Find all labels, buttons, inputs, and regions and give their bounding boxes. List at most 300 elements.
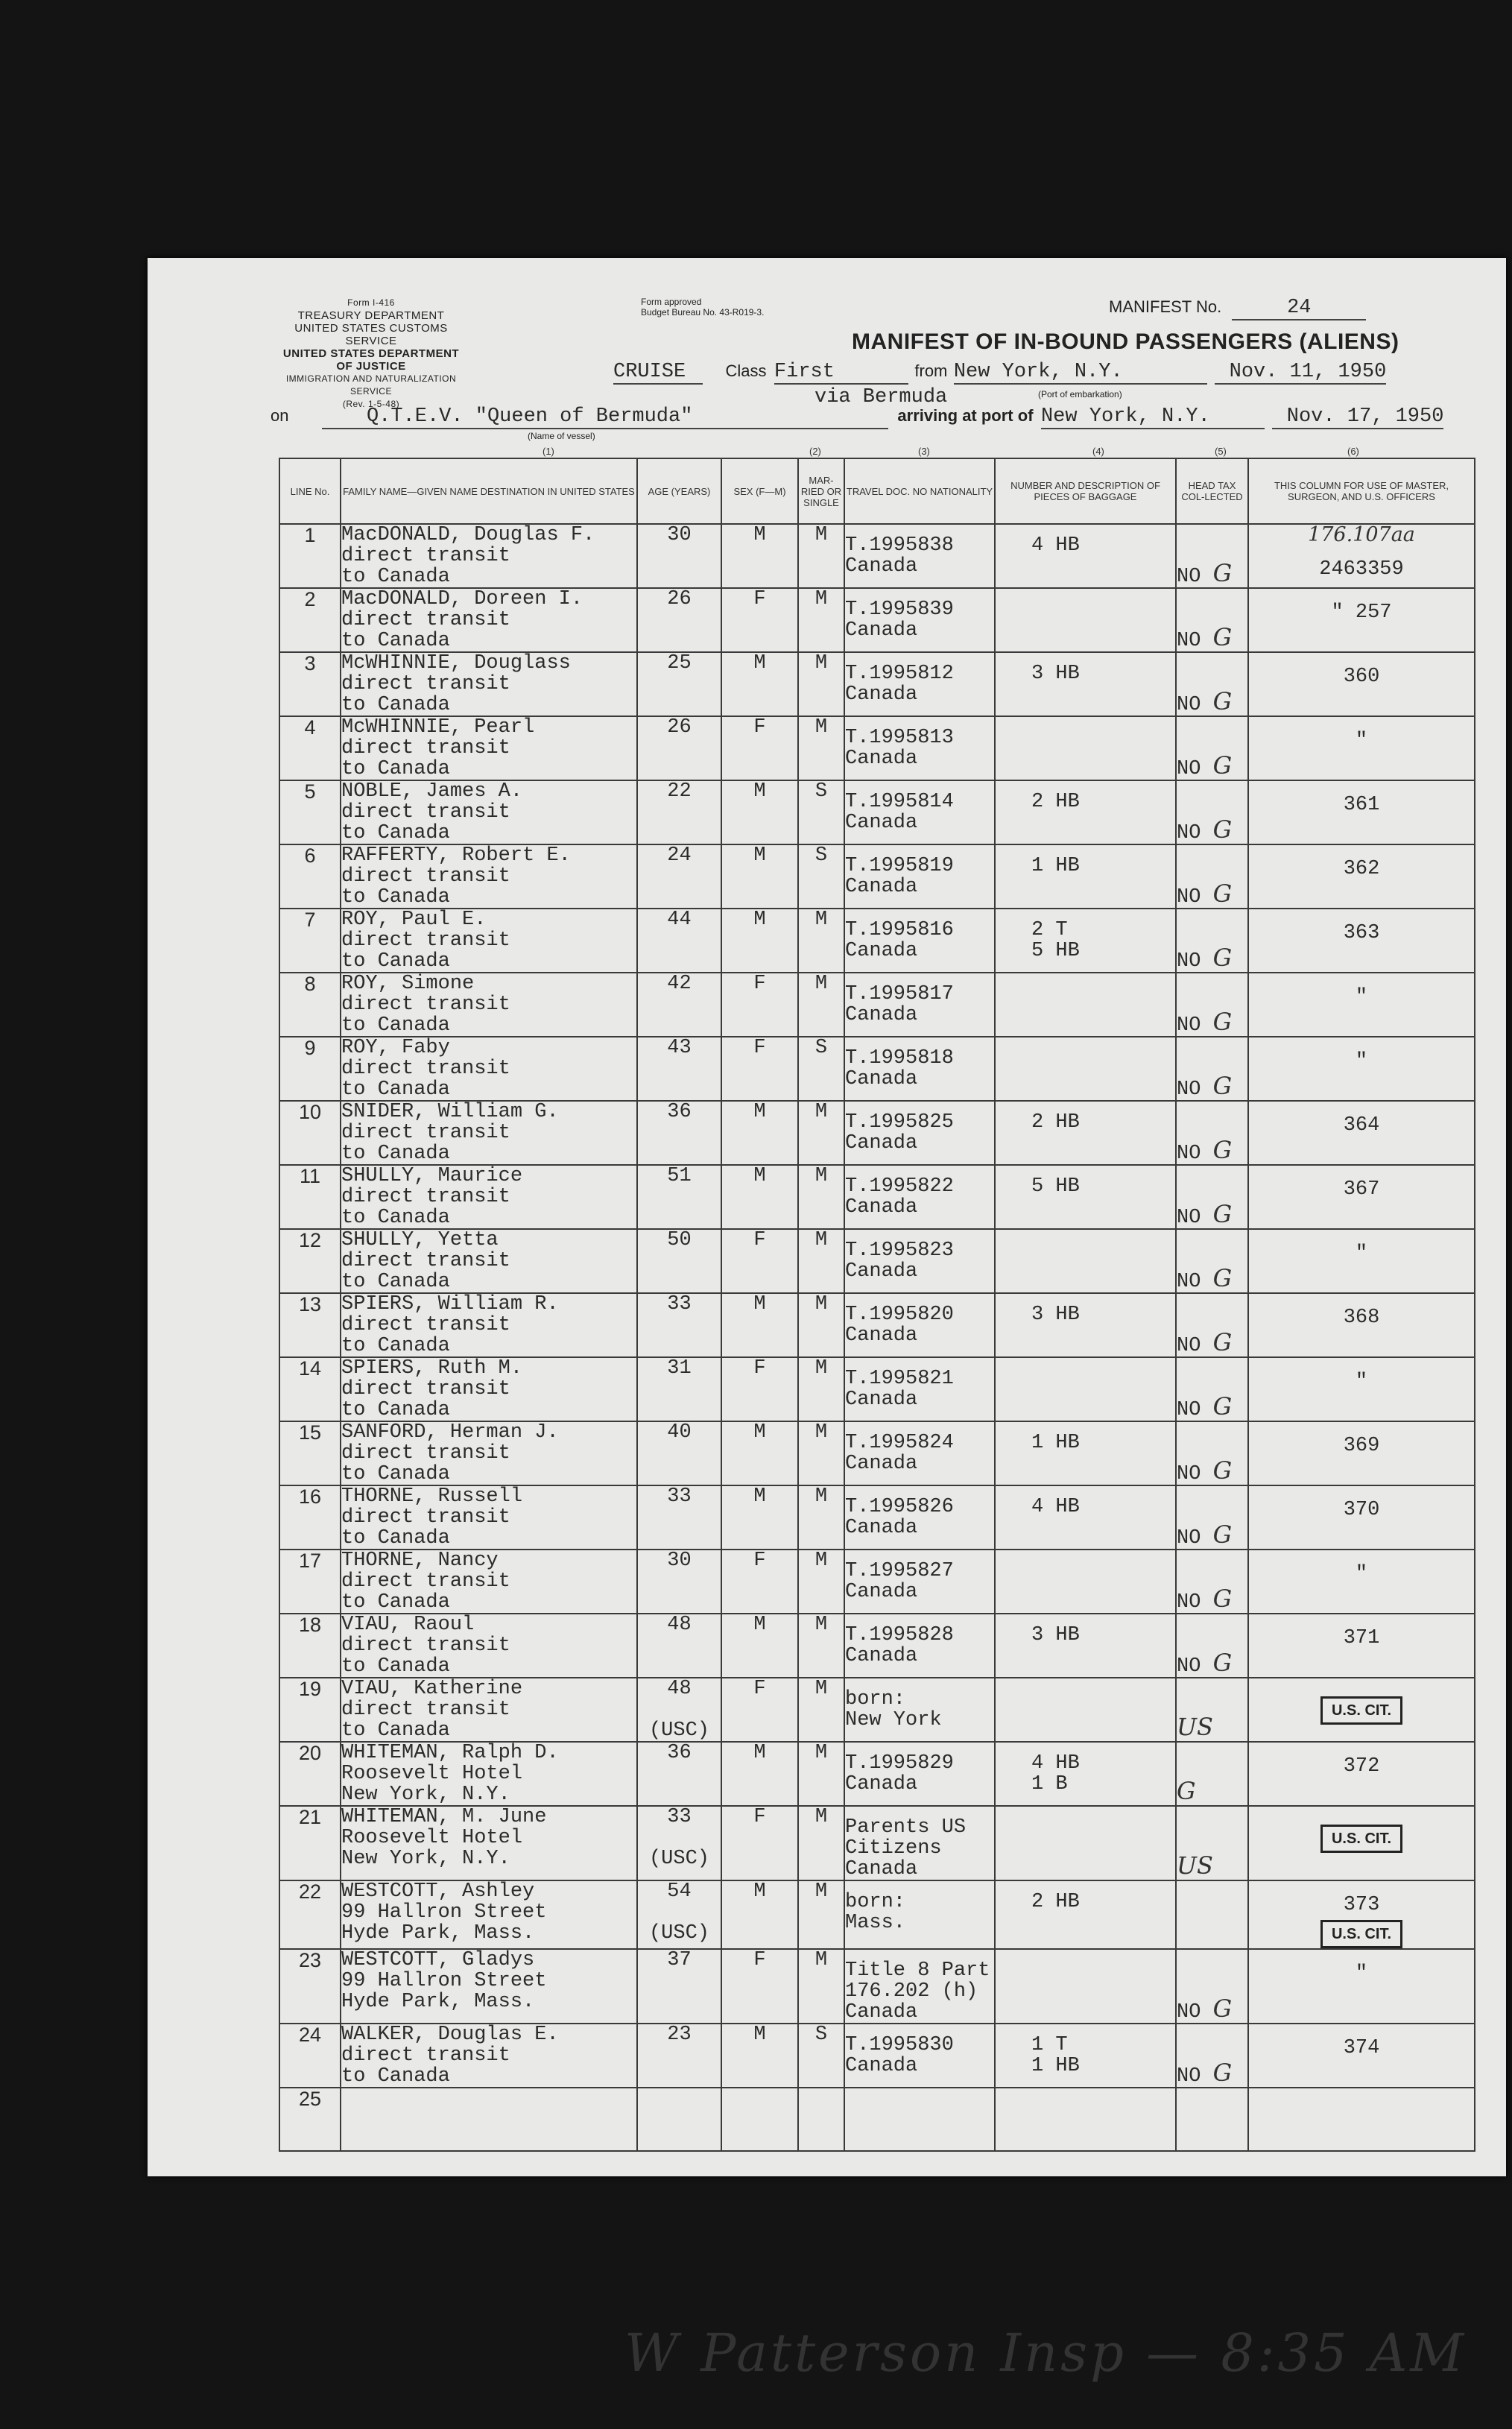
travel-doc-cell — [844, 716, 995, 780]
travel-doc-cell — [844, 1742, 995, 1806]
head-tax-cell — [1176, 1229, 1248, 1293]
head-tax-value: NO — [1177, 1591, 1201, 1614]
revision: (Rev. 1-5-48) — [342, 399, 400, 409]
line-number: 11 — [279, 1165, 341, 1229]
travel-doc-number: T.1995818 — [845, 1048, 954, 1069]
age-cell — [637, 780, 721, 844]
travel-doc-cell — [844, 909, 995, 973]
line-number: 4 — [279, 716, 341, 780]
sex-cell: M — [721, 909, 798, 973]
destination-line-1: direct transit — [341, 1122, 510, 1143]
officer-use-cell — [1248, 1421, 1475, 1485]
destination-line-1: direct transit — [341, 674, 510, 695]
table-row — [279, 1742, 1475, 1806]
head-tax-value: NO — [1177, 950, 1201, 973]
age-cell — [637, 1742, 721, 1806]
manifest-title: MANIFEST OF IN-BOUND PASSENGERS (ALIENS) — [852, 329, 1399, 354]
travel-doc-cell — [844, 1806, 995, 1880]
line-number: 25 — [279, 2088, 341, 2151]
table-row — [279, 1806, 1475, 1880]
head-tax-cell — [1176, 973, 1248, 1037]
head-tax-value: NO — [1177, 1078, 1201, 1101]
officer-use-cell — [1248, 1742, 1475, 1806]
officer-note-2: " — [1355, 986, 1368, 1008]
passenger-name: SNIDER, William G. — [341, 1102, 559, 1122]
head-tax-mark: US — [1177, 1713, 1213, 1741]
passenger-name-destination — [341, 780, 637, 844]
baggage-cell — [995, 1949, 1176, 2024]
destination-line-2: to Canada — [341, 1143, 450, 1164]
sex-cell: F — [721, 973, 798, 1037]
passenger-name-destination — [341, 1165, 637, 1229]
baggage-cell — [995, 1229, 1176, 1293]
age-value: 48 — [667, 1678, 692, 1700]
head-tax-mark: G — [1212, 1200, 1233, 1228]
line-number: 16 — [279, 1485, 341, 1550]
destination-line-1: direct transit — [341, 866, 510, 887]
table-row — [279, 1229, 1475, 1293]
baggage-line-2: 1 B — [1031, 1774, 1068, 1795]
head-tax-mark: G — [1212, 751, 1233, 780]
passenger-name: VIAU, Raoul — [341, 1614, 475, 1635]
age-cell — [637, 1614, 721, 1678]
passenger-name: ROY, Paul E. — [341, 909, 487, 930]
nationality: Canada — [845, 1453, 918, 1474]
destination-line-1: direct transit — [341, 1507, 510, 1528]
passenger-name-destination — [341, 844, 637, 909]
vessel-name: Q.T.E.V. "Queen of Bermuda" — [322, 405, 888, 429]
destination-line-1: Roosevelt Hotel — [341, 1763, 523, 1784]
officer-use-cell — [1248, 1037, 1475, 1101]
col-sex: SEX (F—M) — [721, 458, 798, 524]
passenger-name-destination — [341, 524, 637, 588]
destination-line-1: direct transit — [341, 610, 510, 631]
baggage-line-2: 1 HB — [1031, 856, 1080, 876]
head-tax-value: NO — [1177, 566, 1201, 588]
baggage-cell — [995, 1293, 1176, 1357]
empty-cell — [721, 2088, 798, 2151]
baggage-cell — [995, 780, 1176, 844]
officer-use-cell — [1248, 844, 1475, 909]
budget-bureau: Budget Bureau No. 43-R019-3. — [641, 307, 765, 318]
destination-line-1: direct transit — [341, 1635, 510, 1656]
baggage-cell — [995, 1614, 1176, 1678]
passenger-name-destination — [341, 1742, 637, 1806]
table-row — [279, 716, 1475, 780]
officer-note-2: " — [1355, 1050, 1368, 1073]
passenger-name: McWHINNIE, Douglass — [341, 653, 571, 674]
destination-line-2: to Canada — [341, 1464, 450, 1485]
passenger-rows — [279, 524, 1475, 2151]
baggage-line-1: 2 T — [1031, 920, 1068, 941]
travel-doc-number: T.1995822 — [845, 1176, 954, 1197]
table-row — [279, 1949, 1475, 2024]
form-approved: Form approved — [641, 297, 702, 307]
age-value: 36 — [667, 1101, 692, 1123]
destination-line-2: to Canada — [341, 1656, 450, 1677]
sex-cell: M — [721, 1614, 798, 1678]
marital-cell: M — [798, 1614, 844, 1678]
destination-line-2: to Canada — [341, 759, 450, 780]
table-header — [279, 458, 1475, 524]
vessel-caption: (Name of vessel) — [528, 431, 595, 441]
col-age: AGE (YEARS) — [637, 458, 721, 524]
passenger-name-destination — [341, 1806, 637, 1880]
head-tax-cell — [1176, 1357, 1248, 1421]
baggage-line-1: 4 HB — [1031, 1753, 1080, 1774]
head-tax-cell — [1176, 1614, 1248, 1678]
head-tax-mark: G — [1212, 1649, 1233, 1677]
destination-line-1: direct transit — [341, 1379, 510, 1400]
line-number: 9 — [279, 1037, 341, 1101]
passenger-name: SHULLY, Yetta — [341, 1230, 499, 1251]
officer-use-cell — [1248, 588, 1475, 652]
nationality-extra: Canada — [845, 2002, 918, 2023]
passenger-name-destination — [341, 588, 637, 652]
nationality: Canada — [845, 1389, 918, 1410]
destination-line-1: direct transit — [341, 1251, 510, 1272]
passenger-name-destination — [341, 1949, 637, 2024]
head-tax-mark: G — [1212, 1994, 1233, 2023]
empty-cell — [798, 2088, 844, 2151]
marital-cell: M — [798, 1485, 844, 1550]
passenger-name-destination — [341, 1880, 637, 1949]
head-tax-mark: G — [1212, 1072, 1233, 1100]
table-row — [279, 1421, 1475, 1485]
head-tax-mark: G — [1212, 687, 1233, 716]
line-number: 15 — [279, 1421, 341, 1485]
travel-doc-cell — [844, 2024, 995, 2088]
arrival-port: New York, N.Y. — [1041, 405, 1265, 429]
officer-note-2: 374 — [1343, 2037, 1380, 2059]
dept-customs: UNITED STATES CUSTOMS SERVICE — [294, 322, 448, 347]
age-value: 25 — [667, 652, 692, 675]
destination-line-1: direct transit — [341, 1699, 510, 1720]
age-cell — [637, 1806, 721, 1880]
dept-justice: UNITED STATES DEPARTMENT OF JUSTICE — [282, 347, 460, 373]
nationality: Canada — [845, 1197, 918, 1218]
empty-cell — [1176, 2088, 1248, 2151]
table-row — [279, 1678, 1475, 1742]
table-row — [279, 1357, 1475, 1421]
line-number: 1 — [279, 524, 341, 588]
sex-cell: F — [721, 1949, 798, 2024]
head-tax-cell — [1176, 1485, 1248, 1550]
marital-cell: M — [798, 1293, 844, 1357]
passenger-name: WESTCOTT, Ashley — [341, 1881, 535, 1902]
head-tax-value: NO — [1177, 1271, 1201, 1293]
form-number: Form I-416 — [347, 297, 395, 308]
line-number: 2 — [279, 588, 341, 652]
marital-cell: M — [798, 909, 844, 973]
nationality: Canada — [845, 876, 918, 897]
destination-line-2: New York, N.Y. — [341, 1784, 510, 1805]
marital-cell: M — [798, 1421, 844, 1485]
marital-cell: M — [798, 716, 844, 780]
age-value: 33 — [667, 1485, 692, 1508]
destination-line-1: 99 Hallron Street — [341, 1902, 547, 1923]
manifest-no-label: MANIFEST No. — [1109, 297, 1222, 316]
travel-doc-number: T.1995816 — [845, 920, 954, 941]
table-row — [279, 1101, 1475, 1165]
head-tax-value: NO — [1177, 2065, 1201, 2088]
voyage-line — [613, 361, 1470, 385]
sex-cell: M — [721, 524, 798, 588]
marital-cell: M — [798, 1949, 844, 2024]
destination-line-1: direct transit — [341, 1571, 510, 1592]
head-tax-cell — [1176, 1678, 1248, 1742]
officer-note-2: " — [1355, 730, 1368, 752]
passenger-name-destination — [341, 1550, 637, 1614]
officer-note-2: " — [1355, 1563, 1368, 1585]
head-tax-mark: G — [1212, 2059, 1233, 2087]
baggage-cell — [995, 652, 1176, 716]
officer-note-2: 373 — [1343, 1894, 1380, 1916]
col-married: MAR-RIED OR SINGLE — [798, 458, 844, 524]
nationality: Canada — [845, 1582, 918, 1602]
nationality: Canada — [845, 941, 918, 961]
passenger-name-destination — [341, 1614, 637, 1678]
officer-note-2: 361 — [1343, 794, 1380, 816]
baggage-line-2: 3 HB — [1031, 663, 1080, 684]
age-cell — [637, 1949, 721, 2024]
line-number: 20 — [279, 1742, 341, 1806]
age-cell — [637, 1485, 721, 1550]
destination-line-2: to Canada — [341, 887, 450, 908]
passenger-name-destination — [341, 973, 637, 1037]
age-value: 30 — [667, 524, 692, 546]
line-number: 8 — [279, 973, 341, 1037]
col-line-no: LINE No. — [279, 458, 341, 524]
baggage-cell — [995, 2024, 1176, 2088]
officer-use-cell — [1248, 1357, 1475, 1421]
passenger-name: WESTCOTT, Gladys — [341, 1950, 535, 1971]
col-number-5: (5) — [1215, 446, 1227, 457]
travel-doc-cell — [844, 524, 995, 588]
officer-use-cell — [1248, 1293, 1475, 1357]
head-tax-cell — [1176, 844, 1248, 909]
head-tax-value: NO — [1177, 1399, 1201, 1421]
baggage-cell — [995, 1037, 1176, 1101]
destination-line-1: direct transit — [341, 2045, 510, 2066]
sex-cell: F — [721, 1229, 798, 1293]
col-baggage: NUMBER AND DESCRIPTION OF PIECES OF BAGGAGE — [995, 458, 1176, 524]
destination-line-2: to Canada — [341, 1207, 450, 1228]
table-row — [279, 2024, 1475, 2088]
age-value: 50 — [667, 1229, 692, 1251]
baggage-cell — [995, 1550, 1176, 1614]
sex-cell: F — [721, 1806, 798, 1880]
table-row — [279, 652, 1475, 716]
head-tax-cell — [1176, 1165, 1248, 1229]
officer-use-cell — [1248, 909, 1475, 973]
head-tax-value: NO — [1177, 694, 1201, 716]
us-cit-stamp: U.S. CIT. — [1320, 1696, 1402, 1725]
travel-doc-number: T.1995820 — [845, 1304, 954, 1325]
us-cit-stamp: U.S. CIT. — [1320, 1825, 1402, 1853]
passenger-name-destination — [341, 1357, 637, 1421]
destination-line-2: to Canada — [341, 1015, 450, 1036]
sex-cell: F — [721, 588, 798, 652]
destination-line-2: to Canada — [341, 1720, 450, 1741]
inspector-signature: W Patterson Insp — 8:35 AM — [624, 2322, 1467, 2384]
baggage-line-2: 1 HB — [1031, 2056, 1080, 2076]
sex-cell: M — [721, 1485, 798, 1550]
travel-doc-number: T.1995813 — [845, 727, 954, 748]
passenger-name: WHITEMAN, M. June — [341, 1807, 547, 1828]
destination-line-2: to Canada — [341, 695, 450, 716]
travel-doc-cell — [844, 652, 995, 716]
officer-note-2: 2463359 — [1319, 558, 1404, 581]
line-number: 23 — [279, 1949, 341, 2024]
travel-doc-cell — [844, 1037, 995, 1101]
citizenship-note: (USC) — [648, 1922, 709, 1945]
sex-cell: F — [721, 716, 798, 780]
age-value: 33 — [667, 1293, 692, 1315]
travel-doc-number: T.1995838 — [845, 535, 954, 556]
travel-doc-cell — [844, 1229, 995, 1293]
age-value: 31 — [667, 1357, 692, 1380]
travel-doc-cell — [844, 1880, 995, 1949]
via-bermuda: via Bermuda — [814, 386, 948, 408]
head-tax-value: NO — [1177, 822, 1201, 844]
sex-cell: F — [721, 1357, 798, 1421]
baggage-cell — [995, 716, 1176, 780]
age-cell — [637, 524, 721, 588]
officer-note-2: " — [1355, 1371, 1368, 1393]
destination-line-1: direct transit — [341, 930, 510, 951]
sex-cell: M — [721, 1101, 798, 1165]
travel-doc-cell — [844, 780, 995, 844]
destination-line-2: Hyde Park, Mass. — [341, 1923, 535, 1944]
passenger-name-destination — [341, 652, 637, 716]
head-tax-value: NO — [1177, 1335, 1201, 1357]
col-number-4: (4) — [1092, 446, 1104, 457]
travel-doc-number: T.1995827 — [845, 1561, 954, 1582]
baggage-line-2: 2 HB — [1031, 792, 1080, 812]
embarkation-caption: (Port of embarkation) — [1038, 389, 1122, 399]
cruise-label: CRUISE — [613, 361, 703, 385]
head-tax-value: NO — [1177, 758, 1201, 780]
destination-line-1: direct transit — [341, 994, 510, 1015]
nationality: Canada — [845, 812, 918, 833]
marital-cell: M — [798, 652, 844, 716]
arrival-date: Nov. 17, 1950 — [1272, 405, 1443, 429]
destination-line-2: to Canada — [341, 1272, 450, 1292]
empty-cell — [1248, 2088, 1475, 2151]
marital-cell: M — [798, 1357, 844, 1421]
age-value: 26 — [667, 716, 692, 739]
age-cell — [637, 844, 721, 909]
head-tax-cell — [1176, 2024, 1248, 2088]
age-cell — [637, 1880, 721, 1949]
officer-note-2: 370 — [1343, 1499, 1380, 1521]
form-approval — [641, 297, 764, 318]
officer-use-cell — [1248, 716, 1475, 780]
passenger-name: SPIERS, Ruth M. — [341, 1358, 523, 1379]
head-tax-mark: US — [1177, 1851, 1213, 1880]
table-row — [279, 1485, 1475, 1550]
travel-doc-number: T.1995819 — [845, 856, 954, 876]
officer-note-2: 360 — [1343, 666, 1380, 688]
marital-cell: M — [798, 973, 844, 1037]
destination-line-1: direct transit — [341, 802, 510, 823]
officer-use-cell — [1248, 1165, 1475, 1229]
nationality: Canada — [845, 1069, 918, 1090]
head-tax-mark: G — [1212, 944, 1233, 972]
age-cell — [637, 1165, 721, 1229]
baggage-cell — [995, 973, 1176, 1037]
marital-cell: M — [798, 1550, 844, 1614]
head-tax-mark: G — [1212, 1328, 1233, 1356]
baggage-cell — [995, 1880, 1176, 1949]
age-cell — [637, 1101, 721, 1165]
passenger-name: NOBLE, James A. — [341, 781, 523, 802]
head-tax-cell — [1176, 1101, 1248, 1165]
table-row — [279, 588, 1475, 652]
table-row — [279, 1880, 1475, 1949]
nationality: Canada — [845, 684, 918, 705]
officer-note-2: 368 — [1343, 1307, 1380, 1329]
marital-cell: S — [798, 1037, 844, 1101]
citizenship-note: (USC) — [648, 1719, 709, 1742]
sex-cell: F — [721, 1678, 798, 1742]
line-number: 21 — [279, 1806, 341, 1880]
empty-cell — [341, 2088, 637, 2151]
baggage-cell — [995, 1678, 1176, 1742]
age-value: 26 — [667, 588, 692, 610]
head-tax-mark: G — [1212, 1585, 1233, 1613]
passenger-name-destination — [341, 1678, 637, 1742]
head-tax-mark: G — [1177, 1777, 1196, 1805]
passenger-name-destination — [341, 1101, 637, 1165]
marital-cell: M — [798, 1165, 844, 1229]
col-number-3: (3) — [918, 446, 930, 457]
nationality: Canada — [845, 1646, 918, 1667]
officer-note-2: 371 — [1343, 1627, 1380, 1649]
sex-cell: M — [721, 2024, 798, 2088]
destination-line-1: Roosevelt Hotel — [341, 1828, 523, 1848]
col-number-1: (1) — [543, 446, 554, 457]
sex-cell: M — [721, 1421, 798, 1485]
dept-immigration: IMMIGRATION AND NATURALIZATION SERVICE — [285, 373, 457, 397]
marital-cell: M — [798, 1101, 844, 1165]
baggage-cell — [995, 1165, 1176, 1229]
age-cell — [637, 588, 721, 652]
head-tax-mark: G — [1212, 1392, 1233, 1421]
officer-use-cell — [1248, 652, 1475, 716]
passenger-name: THORNE, Nancy — [341, 1550, 499, 1571]
age-cell — [637, 1421, 721, 1485]
dept-treasury: TREASURY DEPARTMENT — [297, 309, 445, 322]
line-number: 14 — [279, 1357, 341, 1421]
sex-cell: M — [721, 1742, 798, 1806]
destination-line-2: to Canada — [341, 631, 450, 651]
baggage-cell — [995, 588, 1176, 652]
travel-doc-number: T.1995826 — [845, 1497, 954, 1517]
age-value: 33 — [667, 1806, 692, 1828]
age-value: 51 — [667, 1165, 692, 1187]
travel-doc-number: T.1995830 — [845, 2035, 954, 2056]
age-value: 24 — [667, 844, 692, 867]
officer-use-cell — [1248, 1614, 1475, 1678]
officer-use-cell — [1248, 1101, 1475, 1165]
head-tax-value: NO — [1177, 1463, 1201, 1485]
head-tax-cell — [1176, 1742, 1248, 1806]
officer-use-cell — [1248, 1678, 1475, 1742]
head-tax-mark: G — [1212, 559, 1233, 587]
passenger-name-destination — [341, 716, 637, 780]
